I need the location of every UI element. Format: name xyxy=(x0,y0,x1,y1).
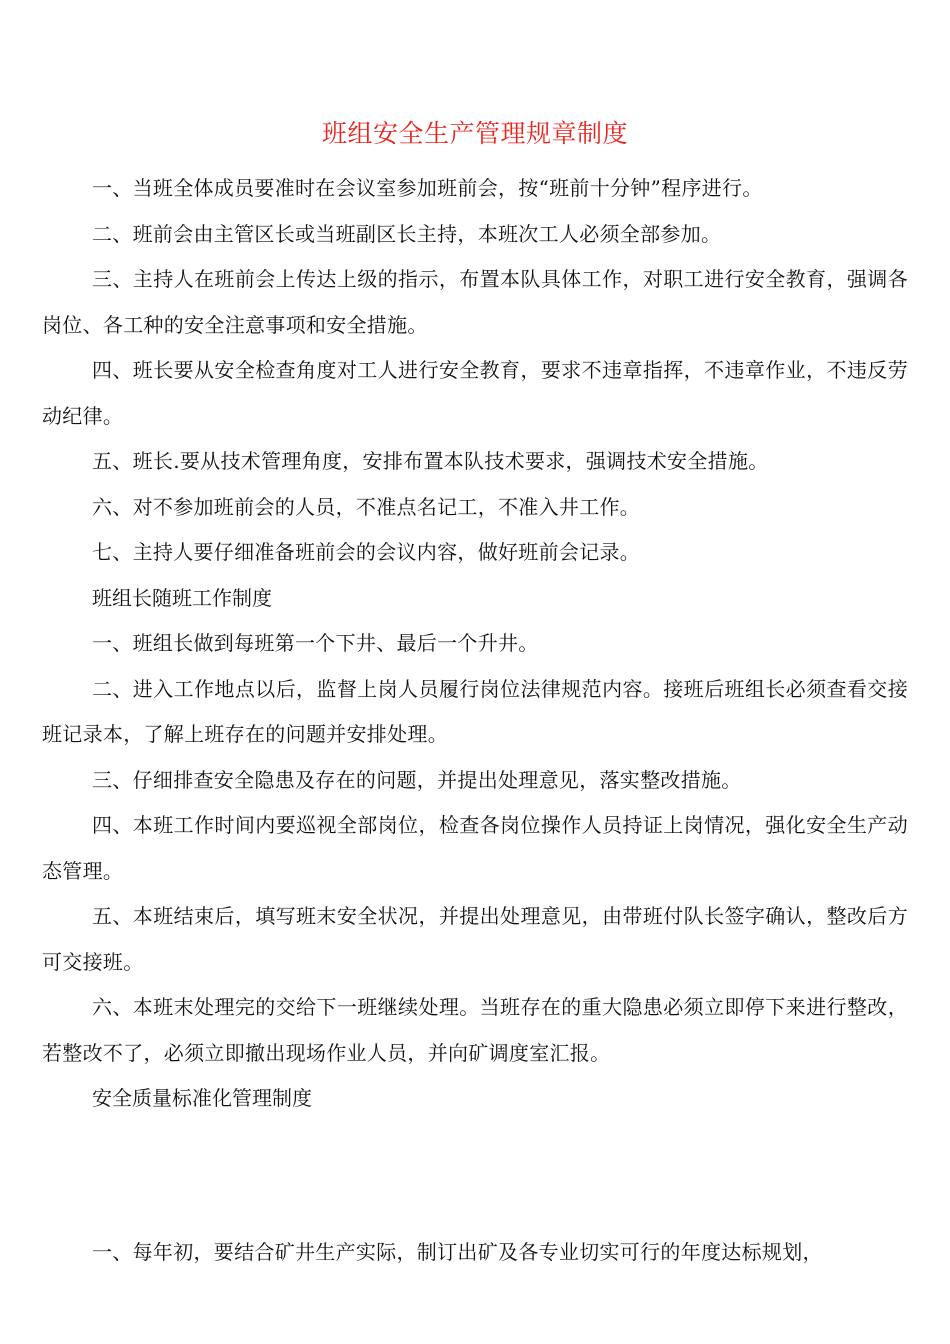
section2-item-6: 六、本班末处理完的交给下一班继续处理。当班存在的重大隐患必须立即停下来进行整改，若整改不了，必须立即撤出现场作业人员，并向矿调度室汇报。 xyxy=(42,995,908,1065)
section1-item-4: 四、班长要从安全检查角度对工人进行安全教育，要求不违章指挥，不违章作业，不违反劳动纪律。 xyxy=(42,358,908,428)
document-body xyxy=(42,166,908,1275)
section1-item-6: 六、对不参加班前会的人员，不准点名记工，不准入井工作。 xyxy=(92,494,641,519)
section1-item-7: 七、主持人要仔细准备班前会的会议内容，做好班前会记录。 xyxy=(92,540,641,564)
section2-heading: 班组长随班工作制度 xyxy=(92,585,272,610)
section1-item-5: 五、班长.要从技术管理角度，安排布置本队技术要求，强调技术安全措施。 xyxy=(92,449,769,473)
section3-item-1: 一、每年初，要结合矿井生产实际，制订出矿及各专业切实可行的年度达标规划， xyxy=(92,1239,823,1264)
section1-item-3: 三、主持人在班前会上传达上级的指示，布置本队具体工作，对职工进行安全教育，强调各岗位、各工种的安全注意事项和安全措施。 xyxy=(42,267,908,337)
section1-item-1: 一、当班全体成员要准时在会议室参加班前会，按“班前十分钟”程序进行。 xyxy=(92,176,763,200)
blank-space xyxy=(42,1122,908,1230)
document-title: 班组安全生产管理规章制度 xyxy=(321,119,628,148)
section2-item-3: 三、仔细排查安全隐患及存在的问题，并提出处理意见，落实整改措施。 xyxy=(92,767,742,792)
section2-item-4: 四、本班工作时间内要巡视全部岗位，检查各岗位操作人员持证上岗情况，强化安全生产动态管理。 xyxy=(42,813,908,883)
section2-item-5: 五、本班结束后，填写班末安全状况，并提出处理意见，由带班付队长签字确认，整改后方可交接班。 xyxy=(42,904,908,974)
section2-item-1: 一、班组长做到每班第一个下井、最后一个升井。 xyxy=(92,631,539,655)
section2-item-2: 二、进入工作地点以后，监督上岗人员履行岗位法律规范内容。接班后班组长必须查看交接班记录本，了解上班存在的问题并安排处理。 xyxy=(42,676,908,746)
section1-item-2: 二、班前会由主管区长或当班副区长主持，本班次工人必须全部参加。 xyxy=(92,221,722,246)
section3-heading: 安全质量标准化管理制度 xyxy=(92,1086,312,1110)
